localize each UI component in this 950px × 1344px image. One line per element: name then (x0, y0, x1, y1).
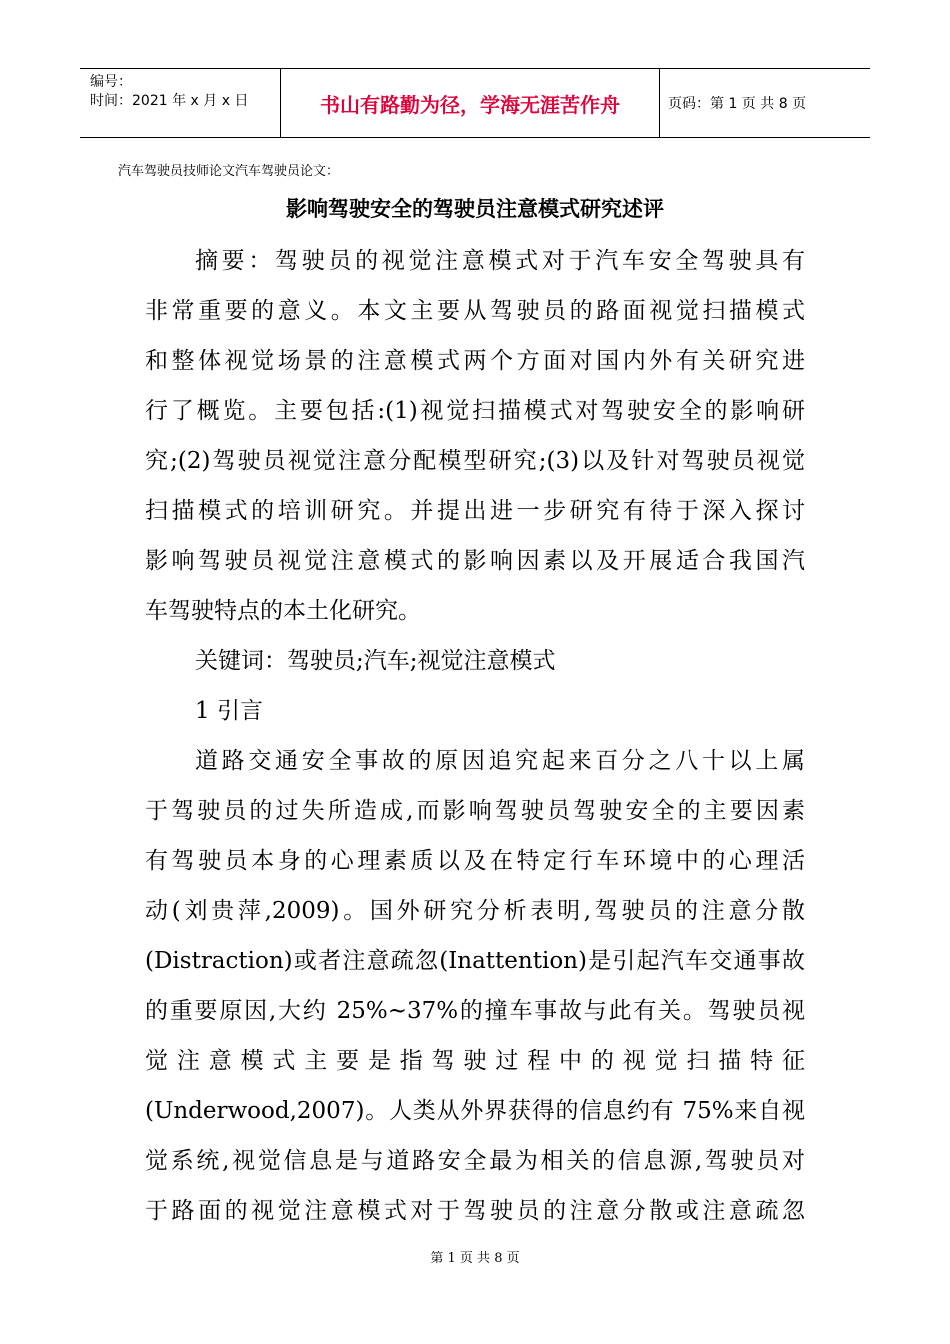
body-text (145, 236, 805, 1236)
paragraph-line: 动(刘贵萍,2009)。国外研究分析表明,驾驶员的注意分散 (145, 898, 805, 924)
section-heading: 1 引言 (195, 698, 263, 724)
header-page-info: 页码：第 1 页 共 8 页 (668, 96, 807, 112)
abstract-line: 影响驾驶员视觉注意模式的影响因素以及开展适合我国汽 (145, 548, 805, 574)
abstract-line: 行了概览。主要包括:(1)视觉扫描模式对驾驶安全的影响研 (145, 398, 805, 424)
paragraph-line: 道路交通安全事故的原因追究起来百分之八十以上属 (195, 748, 805, 774)
paragraph-line: 的重要原因,大约 25%~37%的撞车事故与此有关。驾驶员视 (145, 998, 805, 1024)
page-footer: 第 1 页 共 8 页 (430, 1251, 520, 1266)
abstract-line: 究;(2)驾驶员视觉注意分配模型研究;(3)以及针对驾驶员视觉 (145, 448, 805, 474)
paragraph-line: 有驾驶员本身的心理素质以及在特定行车环境中的心理活 (145, 848, 805, 874)
keywords-line: 关键词：驾驶员;汽车;视觉注意模式 (195, 648, 556, 674)
paragraph-line: 觉系统,视觉信息是与道路安全最为相关的信息源,驾驶员对 (145, 1148, 805, 1174)
paragraph-line: 于驾驶员的过失所造成,而影响驾驶员驾驶安全的主要因素 (145, 798, 805, 824)
paragraph-line: 于路面的视觉注意模式对于驾驶员的注意分散或注意疏忽 (145, 1198, 805, 1224)
header-table (80, 68, 870, 138)
abstract-line: 摘要：驾驶员的视觉注意模式对于汽车安全驾驶具有 (195, 248, 805, 274)
header-meta-cell (80, 69, 281, 137)
paragraph-line: 觉注意模式主要是指驾驶过程中的视觉扫描特征 (145, 1048, 805, 1074)
abstract-line: 扫描模式的培训研究。并提出进一步研究有待于深入探讨 (145, 498, 805, 524)
abstract-line: 非常重要的意义。本文主要从驾驶员的路面视觉扫描模式 (145, 298, 805, 324)
time-label: 时间：2021 年 x 月 x 日 (90, 93, 249, 109)
abstract-line: 车驾驶特点的本土化研究。 (145, 598, 421, 624)
header-motto: 书山有路勤为径，学海无涯苦作舟 (281, 69, 660, 137)
number-label: 编号： (90, 74, 132, 90)
paragraph-line: (Distraction)或者注意疏忽(Inattention)是引起汽车交通事故 (145, 948, 805, 974)
document-title: 影响驾驶安全的驾驶员注意模式研究述评 (286, 197, 664, 221)
paragraph-line: (Underwood,2007)。人类从外界获得的信息约有 75%来自视 (145, 1098, 805, 1124)
abstract-line: 和整体视觉场景的注意模式两个方面对国内外有关研究进 (145, 348, 805, 374)
subheading: 汽车驾驶员技师论文汽车驾驶员论文： (118, 164, 340, 179)
